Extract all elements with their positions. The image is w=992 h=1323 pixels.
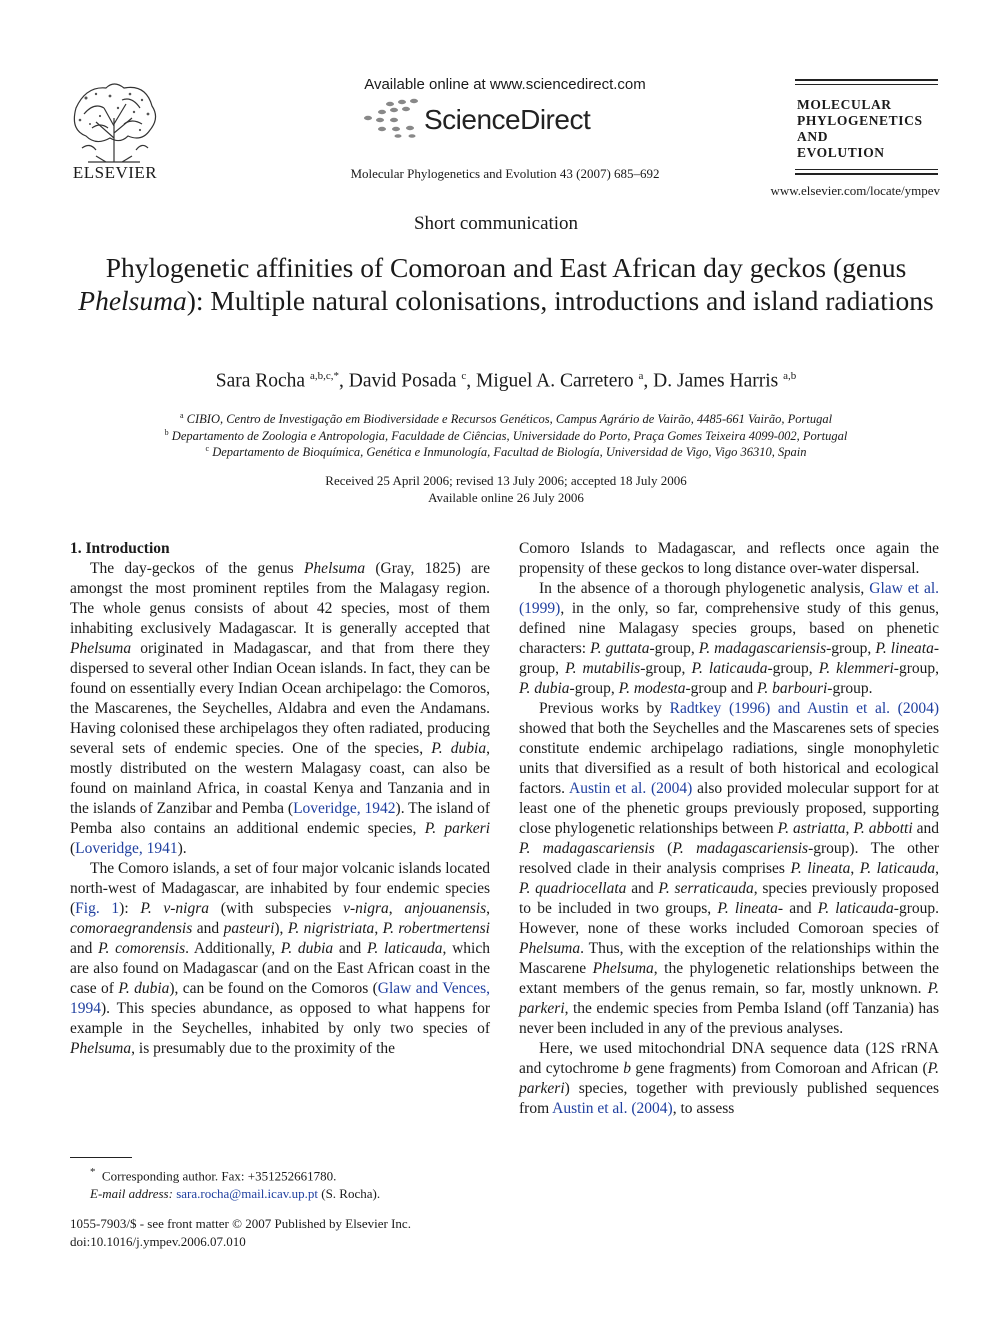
title-part-1: Phylogenetic affinities of Comoroan and East African day geckos (genus xyxy=(105,252,907,283)
author-name: Miguel A. Carretero xyxy=(476,370,634,392)
author-name: Sara Rocha xyxy=(215,370,306,392)
journal-name: MOLECULAR PHYLOGENETICS AND EVOLUTION xyxy=(797,97,923,160)
body-paragraph: The Comoro islands, a set of four major volcanic islands located north-west of Madagascar, are inhabited by four endemic species (Fig. 1): P. v-nigra (with subspecies v-nigra, anjouanensis, comoraegrandensis and pasteuri), P. nigristriata, P. robertmertensi and P. comorensis. Additionally, P. dubia and P. laticauda, which are also found on Madagascar (and on the East African coast in the case of P. dubia), can be found on the Comoros (Glaw and Vences, 1994). This species abundance, as opposed to what happens for example in the Seychelles, inhabited by only two species of Phelsuma, is presumably due to the proximity of the xyxy=(70,860,491,1057)
affiliation-text: Departamento de Bioquímica, Genética e Inmunología, Facultad de Biología, Universidad de Vigo, Vigo 36310, Spain xyxy=(212,445,807,460)
footnote-divider xyxy=(70,1157,132,1158)
author-affil-sup[interactable]: a,b,c,* xyxy=(309,370,339,382)
citation-link[interactable]: Loveridge, 1941 xyxy=(75,840,178,857)
affiliation-a xyxy=(60,411,952,427)
affiliation-marker: c xyxy=(205,444,210,453)
masthead-rule-bottom-thin xyxy=(795,169,938,170)
affiliation-b xyxy=(60,428,952,444)
email-label: E-mail address: xyxy=(90,1186,173,1202)
body-paragraph: In the absence of a thorough phylogenetic analysis, Glaw et al. (1999), in the only, so far, comprehensive study of this genus, defined nine Malagasy species groups, based on phenetic characters: P. guttata-group, P. madagascariensis-group, P. lineata-group, P. mutabilis-group, P. laticauda-group, P. klemmeri-group, P. dubia-group, P. modesta-group and P. barbouri-group. xyxy=(519,580,939,697)
figure-link[interactable]: Fig. 1 xyxy=(75,900,120,917)
title-part-2: ): Multiple natural colonisations, introductions and island radiations xyxy=(186,285,934,316)
journal-url[interactable]: www.elsevier.com/locate/ympev xyxy=(770,183,940,198)
available-online-line: Available online at www.sciencedirect.com xyxy=(364,76,646,93)
masthead-rule-top xyxy=(795,79,938,81)
article-type: Short communication xyxy=(413,213,579,234)
author-affil-sup[interactable]: c xyxy=(461,370,467,382)
masthead-rule-top-thin xyxy=(795,84,938,85)
issn-copyright: 1055-7903/$ - see front matter © 2007 Published by Elsevier Inc. xyxy=(70,1216,411,1231)
elsevier-tree-logo-icon xyxy=(66,78,162,164)
corresponding-author-note: Corresponding author. Fax: +351252661780. xyxy=(101,1168,337,1184)
body-paragraph: The day-geckos of the genus Phelsuma (Gray, 1825) are amongst the most prominent reptiles from the Malagasy region. The whole genus consists of about 42 species, most of them inhabiting exclusively Madagascar. It is generally accepted that Phelsuma originated in Madagascar, and that from there they dispersed to several other Indian Ocean islands. In fact, they can be found on essentially every Indian Ocean archipelago: the Comoros, the Mascarenes, the Seychelles, Aldabra and even the Andamans. Having colonised these archipelagos they often radiated, producing several sets of endemic species. One of the species, P. dubia, mostly distributed on the western Malagasy coast, can also be found on mainland Africa, in coastal Kenya and Tanzania and in the islands of Zanzibar and Pemba (Loveridge, 1942). The island of Pemba also contains an additional endemic species, P. parkeri (Loveridge, 1941). xyxy=(70,560,490,857)
citation-link[interactable]: Austin et al. (2004) xyxy=(569,780,693,797)
author-affil-sup[interactable]: a xyxy=(638,370,644,382)
author-affil-sup[interactable]: a,b xyxy=(783,370,797,382)
sciencedirect-dots-icon xyxy=(360,98,426,138)
received-dates: Received 25 April 2006; revised 13 July 2006; accepted 18 July 2006 xyxy=(325,473,687,488)
citation-link[interactable]: Loveridge, 1942 xyxy=(293,800,396,817)
email-link[interactable]: sara.rocha@mail.icav.up.pt xyxy=(176,1186,318,1202)
body-column-right xyxy=(519,539,939,1119)
citation-link[interactable]: Radtkey (1996) and Austin et al. (2004) xyxy=(669,700,939,717)
body-paragraph: Previous works by Radtkey (1996) and Austin et al. (2004) showed that both the Seychelles and the Mascarenes sets of species constitute endemic archipelago radiations, single monophyletic units that diversified as a result of both historical and ecological factors. Austin et al. (2004) also provided molecular support for at least one of the phenetic groups previously proposed, supporting close phylogenetic relationships between P. astriatta, P. abbotti and P. madagascariensis (P. madagascariensis-group). The other resolved clade in their analysis comprises P. lineata, P. laticauda, P. quadriocellata and P. serraticauda, species previously proposed to be included in two groups, P. lineata- and P. laticauda-group. However, none of these works included Comoroan species of Phelsuma. Thus, with the exception of the relationships within the Mascarene Phelsuma, the phylogenetic relationships between the extant members of the genus remain, so far, mostly unknown. P. parkeri, the endemic species from Pemba Island (off Tanzania) has never been included in any of the previous analyses. xyxy=(519,700,940,1037)
article-dates xyxy=(60,472,952,506)
citation-link[interactable]: Austin et al. (2004) xyxy=(552,1100,673,1117)
section-heading: 1. Introduction xyxy=(70,540,170,557)
journal-citation: Molecular Phylogenetics and Evolution 43 (2007) 685–692 xyxy=(350,166,660,181)
sciencedirect-wordmark: ScienceDirect xyxy=(424,104,591,135)
footnote-marker: * xyxy=(90,1166,96,1178)
body-paragraph: Comoro Islands to Madagascar, and reflects once again the propensity of these geckos to long distance over-water dispersal. xyxy=(519,540,939,577)
body-paragraph: Here, we used mitochondrial DNA sequence data (12S rRNA and cytochrome b gene fragments) from Comoroan and African (P. parkeri) species, together with previously published sequences from Austin et al. (2004), to assess xyxy=(519,1040,940,1117)
affiliation-text: Departamento de Zoologia e Antropologia, Faculdade de Ciências, Universidade do Porto, Praça Gomes Teixeira 4099-002, Portugal xyxy=(171,429,848,444)
citation-link[interactable]: Glaw and Vences, 1994 xyxy=(70,980,490,1017)
affiliation-marker: a xyxy=(179,411,184,420)
masthead-rule-bottom xyxy=(795,173,938,175)
publisher-logo-text: ELSEVIER xyxy=(72,163,158,182)
body-column-left xyxy=(70,539,490,1059)
author-list: Sara Rocha $^{a,b,c,*}$, David Posada $^c$, Miguel A. Carretero $^a$, D. James Harris $^{a,b}$ xyxy=(215,370,797,392)
author-name: D. James Harris xyxy=(653,370,779,392)
citation-link[interactable]: Glaw et al. (1999) xyxy=(519,580,939,617)
author-name: David Posada xyxy=(348,370,457,392)
doi[interactable]: doi:10.1016/j.ympev.2006.07.010 xyxy=(70,1234,246,1249)
title-genus: Phelsuma xyxy=(78,285,187,316)
article-title xyxy=(60,251,952,317)
affiliation-marker: b xyxy=(164,428,169,437)
available-online-date: Available online 26 July 2006 xyxy=(428,490,584,505)
email-suffix: (S. Rocha). xyxy=(321,1186,381,1202)
front-matter xyxy=(70,1215,490,1251)
affiliation-c xyxy=(60,444,952,460)
affiliation-text: CIBIO, Centro de Investigação em Biodiversidade e Recursos Genéticos, Campus Agrário de Vairão, 4485-661 Vairão, Portugal xyxy=(186,412,833,427)
journal-masthead xyxy=(795,79,938,178)
footnote xyxy=(70,1163,490,1203)
